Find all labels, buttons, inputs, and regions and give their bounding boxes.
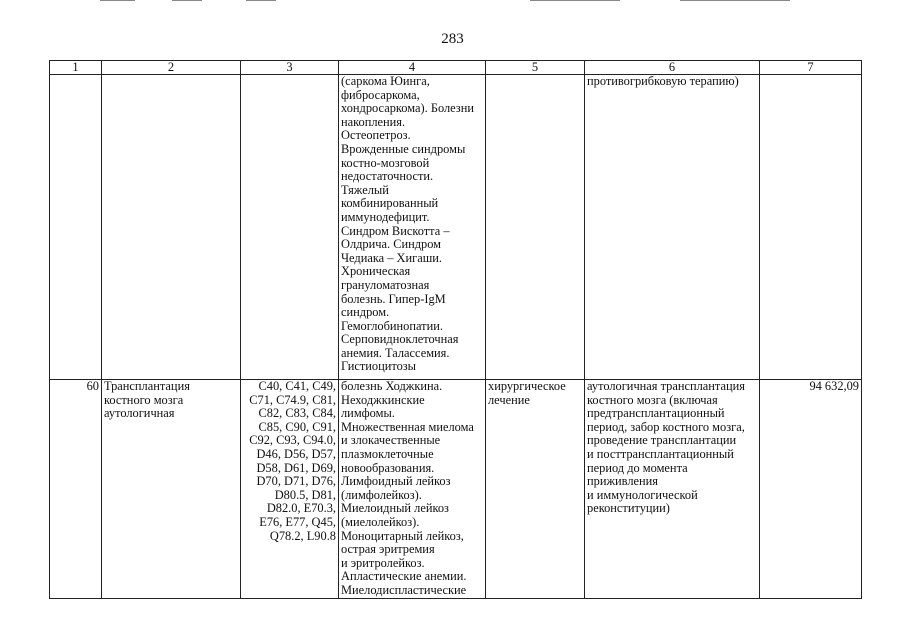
diagnosis-line: Множественная миелома [341,419,474,434]
icd-code-line: Q78.2, L90.8 [269,528,336,543]
icd-code-line: D70, D71, D76, [256,474,336,489]
cont-diagnosis-line: накопления. [341,114,406,129]
diagnosis-line: и эритролейкоз. [341,555,425,570]
header-col-4: 4 [339,61,486,75]
cont-diagnosis-line: комбинированный [341,196,439,211]
cont-diagnosis-line: хондросаркома). Болезни [341,101,474,116]
procedures-table [49,60,862,599]
diagnosis-line: лимфомы. [341,406,395,421]
header-col-1: 1 [50,61,102,75]
top-rule-1 [100,0,135,1]
icd-code-line: C71, C74.9, C81, [249,392,336,407]
header-col-6: 6 [585,61,760,75]
cont-col-2 [102,75,241,380]
cont-diagnosis-line: (саркома Юинга, [341,74,430,88]
method-line: аутологичная трансплантация [587,379,745,393]
cont-col-7 [760,75,862,380]
header-col-3: 3 [241,61,339,75]
procedure-name-line: костного мозга [104,392,184,407]
cont-diagnoses [339,75,486,380]
icd-code-line: D82.0, E70.3, [266,501,336,516]
diagnosis-line: (лимфолейкоз). [341,487,422,502]
cont-diagnosis-line: Чедиака – Хигаши. [341,250,442,265]
diagnosis-line: плазмоклеточные [341,446,434,461]
cont-diagnosis-line: болезнь. Гипер-IgM [341,291,446,306]
icd-codes [241,380,339,599]
header-col-5: 5 [486,61,585,75]
diagnosis-line: Апластические анемии. [341,569,467,584]
icd-code-line: D58, D61, D69, [256,460,336,475]
method-line: период до момента [587,460,688,475]
method-line: и посттрансплантационный [587,446,734,461]
treatment-type-line: лечение [488,392,530,407]
cont-diagnosis-line: Остеопетроз. [341,128,411,143]
header-col-7: 7 [760,61,862,75]
method-line: реконституции) [587,501,670,516]
page-number: 283 [441,31,464,47]
icd-code-line: C40, C41, C49, [258,379,336,393]
diagnosis-line: и злокачественные [341,433,441,448]
diagnoses [339,380,486,599]
header-row [50,61,862,75]
diagnosis-line: Лимфоидный лейкоз [341,474,451,489]
icd-code-line: C85, C90, C91, [258,419,336,434]
method-line: проведение трансплантации [587,433,737,448]
header-col-2: 2 [102,61,241,75]
icd-code-line: C82, C83, C84, [258,406,336,421]
cont-col-3 [241,75,339,380]
cont-col-1 [50,75,102,380]
cont-diagnosis-line: анемия. Талассемия. [341,345,450,360]
method-line: предтрансплантационный [587,406,725,421]
method-line: приживления [587,474,658,489]
treatment-type-line: хирургическое [488,379,566,393]
icd-code-line: C92, C93, C94.0, [249,433,336,448]
top-rule-4 [530,0,620,1]
cont-diagnosis-line: Серповидноклеточная [341,332,459,347]
cont-diagnosis-line: Олдрича. Синдром [341,237,442,252]
cont-diagnosis-line: иммунодефицит. [341,209,430,224]
cont-diagnosis-line: Гистиоцитозы [341,359,416,374]
cont-diagnosis-line: недостаточности. [341,169,434,184]
diagnosis-line: Миелодиспластические [341,582,467,597]
table-row-60 [50,380,862,599]
cont-method-line: противогрибковую терапию) [587,74,739,88]
cost-value: 94 632,09 [760,380,862,599]
cont-diagnosis-line: фибросаркома, [341,87,420,102]
method-line: период, забор костного мозга, [587,419,745,434]
treatment-type [486,380,585,599]
top-rule-2 [172,0,202,1]
method-line: костного мозга (включая [587,392,718,407]
icd-code-line: E76, E77, Q45, [259,514,336,529]
top-rule-5 [680,0,790,1]
method-description [585,380,760,599]
method-line: и иммунологической [587,487,698,502]
procedure-name-line: аутологичная [104,406,175,421]
cont-diagnosis-line: Тяжелый [341,182,389,197]
cont-method-description [585,75,760,380]
diagnosis-line: Миелоидный лейкоз [341,501,449,516]
diagnosis-line: острая эритремия [341,542,435,557]
cont-col-5 [486,75,585,380]
cont-diagnosis-line: Синдром Вискотта – [341,223,450,238]
diagnosis-line: новообразования. [341,460,435,475]
top-rule-3 [246,0,276,1]
procedure-name [102,380,241,599]
diagnosis-line: болезнь Ходжкина. [341,379,443,393]
cont-diagnosis-line: Гемоглобинопатии. [341,318,443,333]
icd-code-line: D80.5, D81, [274,487,336,502]
diagnosis-line: Неходжкинские [341,392,425,407]
diagnosis-line: Моноцитарный лейкоз, [341,528,464,543]
procedure-name-line: Трансплантация [104,379,190,393]
cont-diagnosis-line: Врожденные синдромы [341,141,466,156]
diagnosis-line: (миелолейкоз). [341,514,420,529]
row-number: 60 [50,380,102,599]
continued-row [50,75,862,380]
cont-diagnosis-line: костно-мозговой [341,155,430,170]
cont-diagnosis-line: грануломатозная [341,277,430,292]
cont-diagnosis-line: синдром. [341,305,390,320]
cont-diagnosis-line: Хроническая [341,264,411,279]
icd-code-line: D46, D56, D57, [256,446,336,461]
